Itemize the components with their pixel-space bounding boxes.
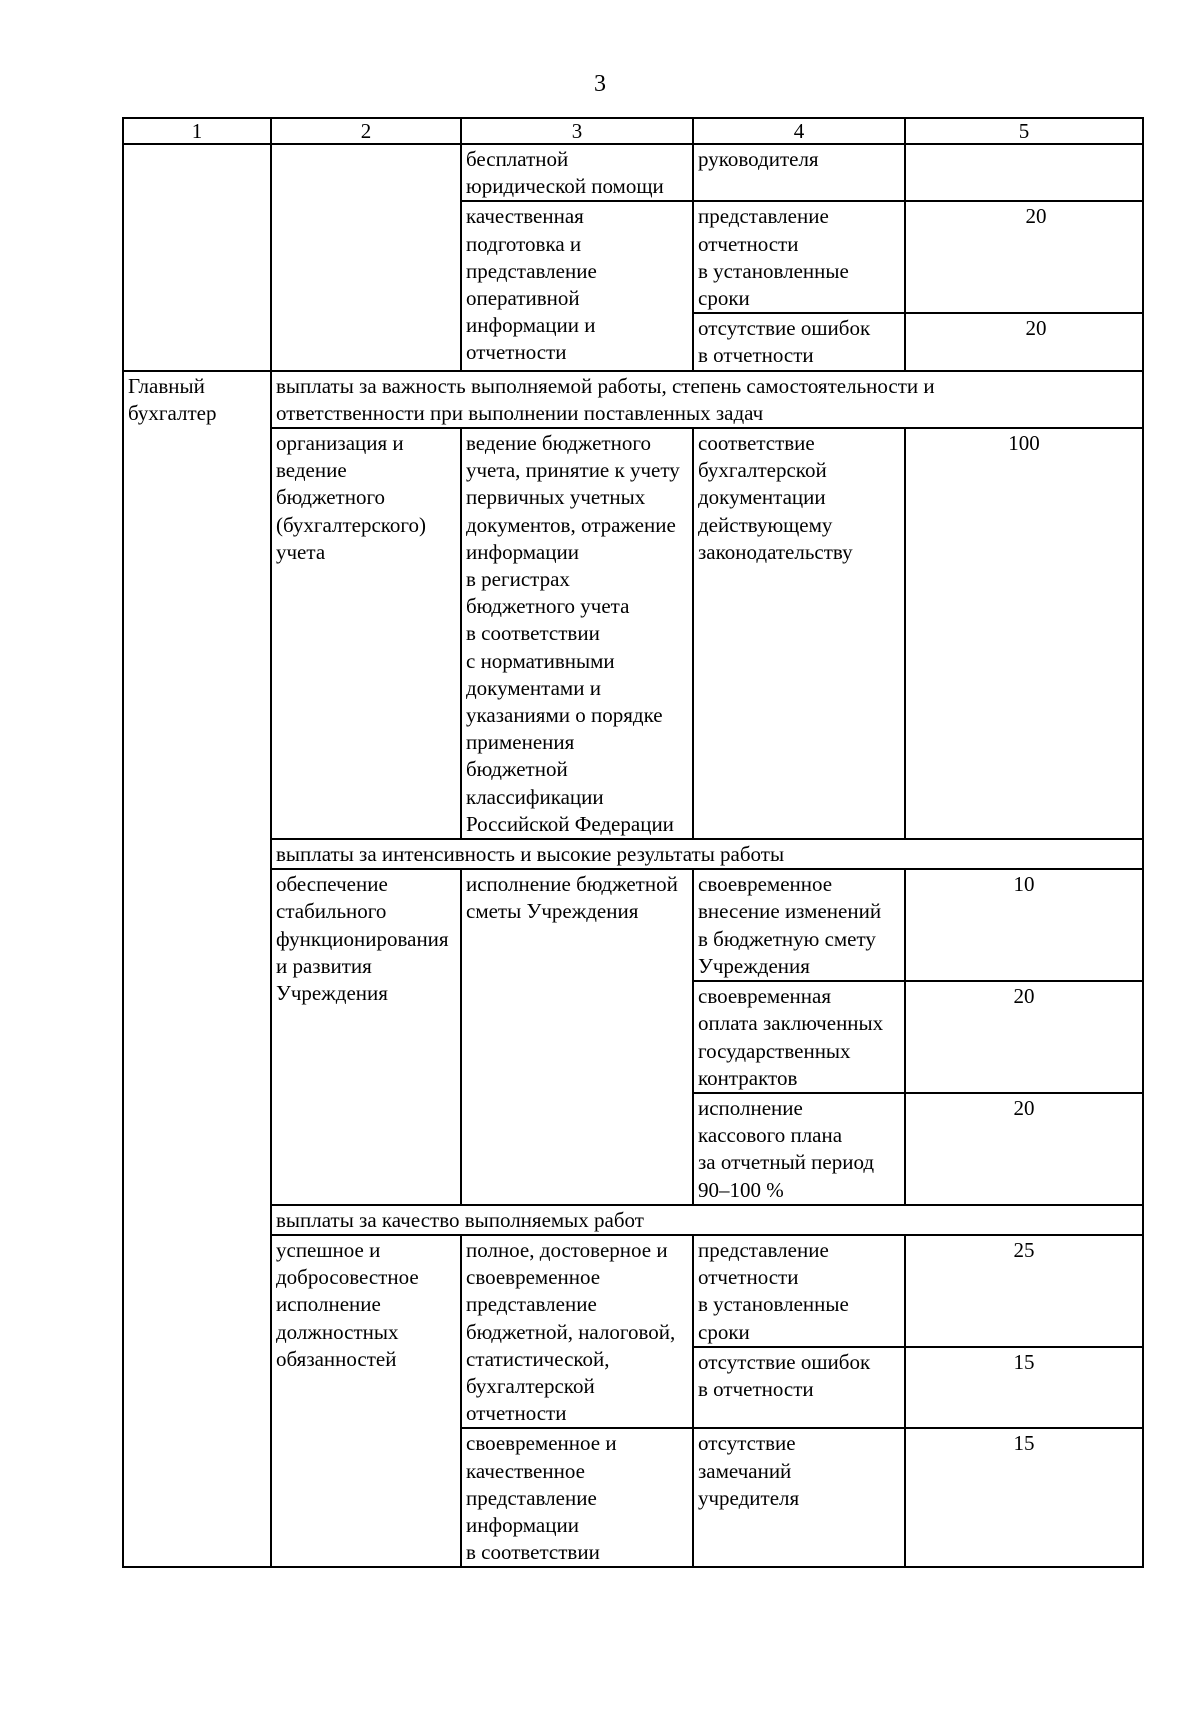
cell-text-line: в соответствии [466, 621, 600, 646]
cell-text-line: бухгалтерской [698, 458, 827, 483]
cell-text-line: учета [276, 539, 326, 564]
cell-text-line: соответствие [698, 431, 815, 456]
cell-text-line: указаниями о порядке [466, 703, 663, 728]
cell-text-line: своевременное и [466, 1431, 617, 1456]
cell-text-line: отчетности [466, 340, 567, 365]
cell-text-line: отчетности [698, 231, 799, 256]
cell-text-line: бюджетной, налоговой, [466, 1319, 676, 1344]
cell-text-line: представление [698, 1237, 829, 1262]
cell-text-line: информации [466, 539, 579, 564]
cell-indicator [271, 1235, 461, 1567]
cell-text-line: учета, принятие к учету [466, 458, 680, 483]
cell-text-line: классификации [466, 784, 604, 809]
cell-text-line: за отчетный период [698, 1150, 875, 1175]
cell-text-line: в соответствии [466, 1540, 600, 1565]
cell-criterion [461, 201, 693, 370]
cell-criterion [461, 1235, 693, 1428]
cell-text-line: должностных [276, 1319, 399, 1344]
cell-condition [693, 1428, 905, 1567]
cell-text-line: выплаты за важность выполняемой работы, степень самостоятельности и [276, 373, 935, 398]
header-col-1: 1 [123, 118, 271, 144]
cell-indicator-empty [271, 144, 461, 371]
cell-text-line: бухгалтерской [466, 1373, 595, 1398]
cell-criterion [461, 1428, 693, 1567]
cell-text-line: замечаний [698, 1458, 792, 1483]
cell-text-line: Российской Федерации [466, 811, 674, 836]
cell-text-line: подготовка и [466, 231, 582, 256]
cell-text-line: Учреждения [698, 953, 810, 978]
cell-text-line: в установленные [698, 1292, 849, 1317]
cell-criterion [461, 144, 693, 201]
table-row [123, 839, 1143, 869]
cell-amount: 25 [905, 1235, 1143, 1347]
cell-text-line: контрактов [698, 1065, 798, 1090]
cell-text-line: исполнение бюджетной [466, 872, 678, 897]
table-header-row [123, 118, 1143, 144]
cell-text-line: функционирования [276, 926, 449, 951]
table-row [123, 1235, 1143, 1347]
cell-text-line: своевременная [698, 984, 831, 1009]
cell-criterion [461, 869, 693, 1204]
cell-text-line: статистической, [466, 1346, 610, 1371]
table-row [123, 869, 1143, 981]
cell-text-line: отчетности [466, 1401, 567, 1426]
cell-text-line: бюджетного учета [466, 594, 630, 619]
cell-text-line: документов, отражение [466, 512, 676, 537]
cell-text-line: своевременное [698, 872, 833, 897]
cell-amount: 10 [905, 869, 1143, 981]
cell-amount: 20 [905, 201, 1143, 313]
cell-text-line: исполнение [698, 1095, 803, 1120]
header-col-3: 3 [461, 118, 693, 144]
cell-text-line: бухгалтер [128, 400, 217, 425]
cell-indicator [271, 869, 461, 1204]
cell-condition [693, 869, 905, 981]
cell-criterion [461, 428, 693, 839]
cell-amount: 20 [905, 313, 1143, 370]
cell-text-line: Учреждения [276, 981, 388, 1006]
cell-text-line: сметы Учреждения [466, 899, 639, 924]
cell-position-empty [123, 144, 271, 371]
cell-text-line: документации [698, 485, 826, 510]
cell-text-line: 90–100 % [698, 1177, 784, 1202]
table-row [123, 428, 1143, 839]
payments-criteria-table [122, 117, 1144, 1568]
cell-text-line: оперативной [466, 286, 580, 311]
cell-condition [693, 981, 905, 1093]
cell-condition [693, 428, 905, 839]
cell-amount: 20 [905, 981, 1143, 1093]
header-col-2: 2 [271, 118, 461, 144]
cell-text-line: организация и [276, 431, 404, 456]
cell-text-line: стабильного [276, 899, 387, 924]
cell-text-line: обязанностей [276, 1346, 397, 1371]
cell-text-line: отсутствие [698, 1431, 796, 1456]
cell-condition [693, 201, 905, 313]
cell-amount-empty [905, 144, 1143, 201]
cell-text-line: обеспечение [276, 872, 388, 897]
cell-text-line: внесение изменений [698, 899, 882, 924]
cell-text-line: учредителя [698, 1485, 800, 1510]
cell-text-line: отсутствие ошибок [698, 316, 871, 341]
cell-condition [693, 1093, 905, 1205]
cell-position-title [123, 371, 271, 1568]
cell-indicator [271, 428, 461, 839]
cell-text-line: качественная [466, 204, 584, 229]
section-title-quality: выплаты за качество выполняемых работ [271, 1205, 1143, 1235]
cell-text-line: сроки [698, 286, 750, 311]
cell-text-line: с нормативными [466, 648, 615, 673]
cell-text-line: бюджетного [276, 485, 386, 510]
cell-text-line: успешное и [276, 1237, 381, 1262]
cell-text-line: полное, достоверное и [466, 1237, 668, 1262]
cell-text-line: сроки [698, 1319, 750, 1344]
cell-text-line: ведение бюджетного [466, 431, 651, 456]
cell-condition [693, 313, 905, 370]
cell-text-line: информации [466, 1512, 579, 1537]
cell-text-line: в отчетности [698, 1376, 814, 1401]
cell-text-line: юридической помощи [466, 174, 664, 199]
cell-text-line: своевременное [466, 1265, 601, 1290]
cell-text-line: в отчетности [698, 343, 814, 368]
cell-text-line: бюджетной [466, 757, 568, 782]
cell-text-line: исполнение [276, 1292, 381, 1317]
cell-text-line: качественное [466, 1458, 585, 1483]
cell-condition [693, 1347, 905, 1429]
header-col-4: 4 [693, 118, 905, 144]
cell-text-line: законодательству [698, 539, 853, 564]
cell-text-line: добросовестное [276, 1265, 419, 1290]
cell-text-line: бесплатной [466, 147, 569, 171]
table-row [123, 144, 1143, 201]
section-title-importance [271, 371, 1143, 428]
cell-amount: 20 [905, 1093, 1143, 1205]
cell-text-line: действующему [698, 512, 833, 537]
cell-text-line: документами и [466, 675, 601, 700]
cell-text-line: ведение [276, 458, 347, 483]
cell-amount: 15 [905, 1428, 1143, 1567]
cell-text-line: в регистрах [466, 567, 570, 592]
cell-amount: 15 [905, 1347, 1143, 1429]
table-row [123, 1205, 1143, 1235]
cell-text-line: и развития [276, 953, 372, 978]
cell-text-line: оплата заключенных [698, 1011, 884, 1036]
cell-text-line: применения [466, 730, 575, 755]
cell-text-line: отчетности [698, 1265, 799, 1290]
table-row [123, 371, 1143, 428]
cell-text-line: представление [466, 258, 597, 283]
cell-text-line: в бюджетную смету [698, 926, 876, 951]
cell-text-line: представление [466, 1485, 597, 1510]
cell-text-line: первичных учетных [466, 485, 646, 510]
cell-text-line: представление [698, 204, 829, 229]
section-title-intensity: выплаты за интенсивность и высокие результаты работы [271, 839, 1143, 869]
cell-condition [693, 144, 905, 201]
cell-amount: 100 [905, 428, 1143, 839]
cell-text-line: отсутствие ошибок [698, 1349, 871, 1374]
cell-text-line: руководителя [698, 147, 819, 171]
cell-text-line: кассового плана [698, 1123, 843, 1148]
cell-text-line: представление [466, 1292, 597, 1317]
cell-text-line: информации и [466, 313, 596, 338]
header-col-5: 5 [905, 118, 1143, 144]
cell-text-line: государственных [698, 1038, 851, 1063]
cell-text-line: ответственности при выполнении поставленных задач [276, 400, 764, 425]
page-number: 3 [594, 71, 606, 97]
cell-text-line: в установленные [698, 258, 849, 283]
cell-condition [693, 1235, 905, 1347]
cell-text-line: (бухгалтерского) [276, 512, 427, 537]
cell-text-line: Главный [128, 373, 205, 398]
